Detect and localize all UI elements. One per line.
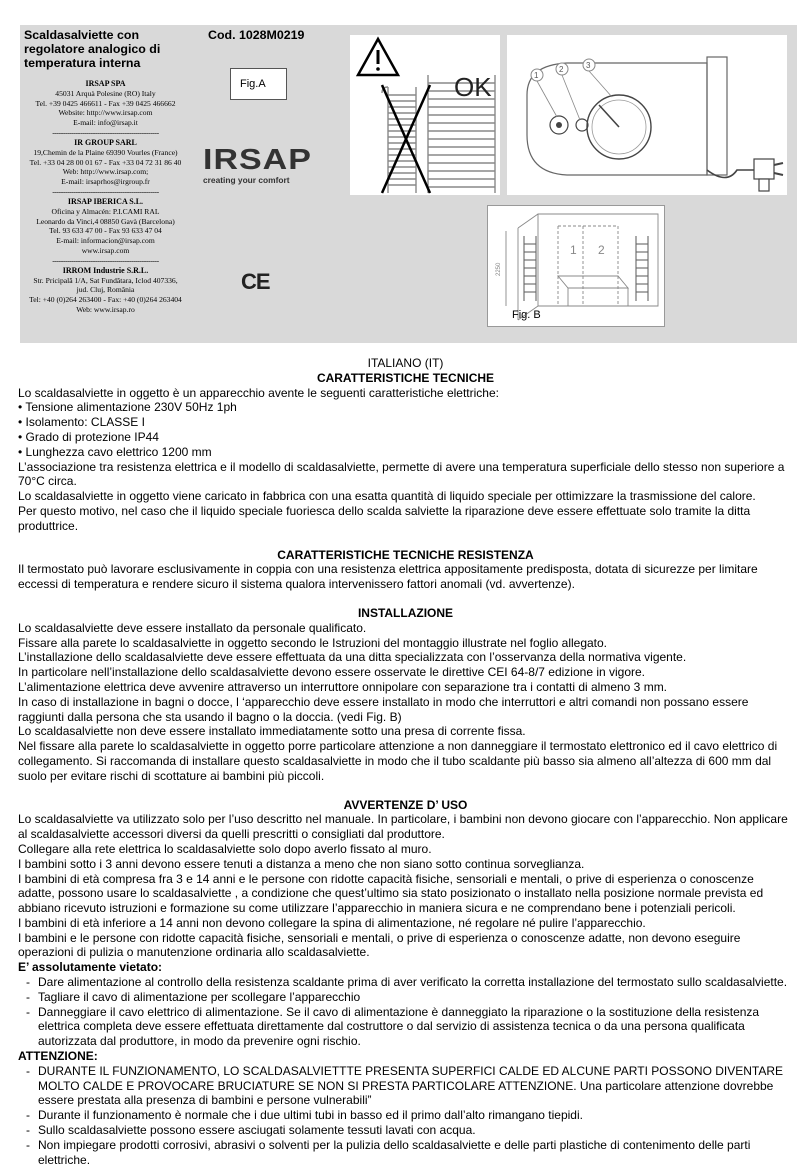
- bullet-item: • Lunghezza cavo elettrico 1200 mm: [18, 444, 212, 459]
- callout-3: 3: [586, 61, 591, 70]
- paragraph: I bambini sotto i 3 anni devono essere tenuti a distanza a meno che non siano sotto continua sorveglianza.: [18, 856, 585, 871]
- contact-line: E-mail: informacion@irsap.com: [56, 236, 155, 246]
- separator: --------------------------------------------------: [52, 186, 159, 196]
- contact-line: Web: http://www.irsap.com;: [62, 167, 149, 177]
- dash: -: [26, 1108, 30, 1123]
- document-title: Scaldasalviette con regolatore analogico di temperatura interna: [24, 28, 161, 70]
- paragraph: L’installazione dello scaldasalviette deve essere effettuata da una ditta specializzata con l’osservanza della normativa vigente.: [18, 650, 687, 665]
- paragraph: Nel fissare alla parete lo scaldasalviette in oggetto porre particolare attenzione a non danneggiare il termostato elettronico ed il cavo elettrico di collegamento. Si raccomanda di installare questo scaldasalviette in modo che il tubo scaldante più basso sia almeno all’altezza di 600 mm dal suolo per evitare rischi di scottature ai bambini più piccoli.: [18, 739, 778, 783]
- list-item: [18, 1064, 793, 1108]
- paragraph: L’associazione tra resistenza elettrica e il modello di scaldasalviette, permette di avere una temperatura superficiale dello stesso non superiore a 70°C circa.: [18, 459, 785, 489]
- callout-2: 2: [559, 65, 564, 74]
- contact-line: Tel. 93 633 47 00 - Fax 93 633 47 04: [49, 226, 162, 236]
- bathroom-zones-icon: [488, 206, 664, 326]
- paragraph: Lo scaldasalviette deve essere installato da personale qualificato.: [18, 620, 367, 635]
- contact-line: Website: http://www.irsap.com: [58, 108, 153, 118]
- paragraph: L’alimentazione elettrica deve avvenire attraverso un interruttore onnipolare con separazione tra i contatti di almeno 3 mm.: [18, 679, 668, 694]
- zone-label-2: 2: [598, 243, 605, 257]
- warning-figure: [350, 35, 500, 195]
- paragraph: Lo scaldasalviette in oggetto è un apparecchio avente le seguenti caratteristiche elettriche:: [18, 385, 499, 400]
- heading-tech: CARATTERISTICHE TECNICHE: [316, 370, 495, 385]
- contact-line: jud. Cluj, România: [76, 285, 135, 295]
- paragraph: Fissare alla parete lo scaldasalviette in oggetto secondo le Istruzioni del montaggio illustrate nel foglio allegato.: [18, 635, 608, 650]
- contact-line: Leonardo da Vinci,4 08850 Gavà (Barcelona): [36, 216, 175, 226]
- paragraph: Per questo motivo, nel caso che il liquido speciale fuoriesca dello scalda salviette la riparazione deve essere effettuate solo tramite la ditta produttrice.: [18, 503, 751, 533]
- heading-resistance: CARATTERISTICHE TECNICHE RESISTENZA: [277, 547, 534, 562]
- contact-line: Tel. +39 0425 466611 - Fax +39 0425 466662: [35, 98, 176, 108]
- heading-attention: ATTENZIONE:: [18, 1049, 98, 1064]
- list-item-text: Non impiegare prodotti corrosivi, abrasivi o solventi per la pulizia dello scaldasalviette e delle parti plastiche di contenimento delle parti elettriche.: [38, 1137, 751, 1167]
- contact-line: Tel. +33 04 28 00 01 67 - Fax +33 04 72 31 86 40: [29, 157, 182, 167]
- dash: -: [26, 975, 30, 990]
- contact-line: Str. Pricipală 1/A, Sat Fundătara, Iclod 407336,: [33, 275, 178, 285]
- contacts-block: [24, 79, 187, 315]
- list-item-text: Durante il funzionamento è normale che i due ultimi tubi in basso ed il primo dall’alto rimangano tiepidi.: [38, 1108, 583, 1123]
- dash: -: [26, 1137, 30, 1152]
- list-item: [18, 1108, 793, 1123]
- dash: -: [26, 1063, 30, 1078]
- list-item: [18, 1005, 793, 1049]
- contact-line: Web: www.irsap.ro: [76, 304, 135, 314]
- dash: -: [26, 989, 30, 1004]
- paragraph: I bambini e le persone con ridotte capacità fisiche, sensoriali e mentali, o prive di esperienza o conoscenze adatte, non devono eseguire operazioni di pulizia o manutenzione ordinaria allo scaldasalviette.: [18, 930, 741, 960]
- paragraph: Lo scaldasalviette va utilizzato solo per l’uso descritto nel manuale. In particolare, i bambini non devono giocare con l’apparecchio. Non applicare al scaldasalviette accessori diversi da quelli prescritti o consigliati dal produttore.: [18, 812, 788, 842]
- zone-label-1: 1: [570, 243, 577, 257]
- paragraph: In particolare nell’installazione dello scaldasalviette devono essere osservate le direttive CEI 64-8/7 edizione in vigore.: [18, 665, 646, 680]
- heading-installation: INSTALLAZIONE: [357, 605, 454, 620]
- contact-line: 19,Chemin de la Plaine 69390 Vourles (France): [33, 147, 178, 157]
- list-item-text: DURANTE IL FUNZIONAMENTO, LO SCALDASALVIETTTE PRESENTA SUPERFICI CALDE ED ALCUNE PARTI POSSONO DIVENTARE MOLTO CALDE E PROVOCARE BRUCIATURE SE NON SI PRESTA PARTICOLARE ATTENZIONE. Una particolare attenzione dovrebbe essere prestata alla presenza di bambini e persone vulnerabili”: [38, 1063, 784, 1108]
- contact-line: E-mail: irsaprhos@irgroup.fr: [61, 177, 150, 187]
- contact-line: Oficina y Almacén: P.I.CAMI RAL: [51, 206, 160, 216]
- bullet-item: • Tensione alimentazione 230V 50Hz 1ph: [18, 400, 237, 415]
- contact-line: Tel: +40 (0)264 263400 - Fax: +40 (0)264 263404: [29, 295, 182, 305]
- list-item: [18, 975, 793, 990]
- document-body: [18, 356, 793, 1167]
- ok-label: OK: [454, 72, 492, 102]
- company-name: IRSAP SPA: [85, 79, 126, 88]
- list-item: [18, 1138, 793, 1167]
- fig-a-thermostat: [507, 35, 787, 195]
- list-item-text: Tagliare il cavo di alimentazione per scollegare l’apparecchio: [38, 989, 361, 1004]
- list-item: [18, 1123, 793, 1138]
- paragraph: I bambini di età inferiore a 14 anni non devono collegare la spina di alimentazione, né regolare né pulire l’apparecchio.: [18, 915, 646, 930]
- fig-a-label: Fig.A: [240, 78, 266, 90]
- paragraph: I bambini di età compresa fra 3 e 14 anni e le persone con ridotte capacità fisiche, sensoriali e mentali, o prive di esperienza o conoscenze adatte, possono usare lo scaldasalviette , a condizione che quest’ultimo sia stato posizionato o installato nella posizione normale prevista ed abbiano ricevuto istruzioni e formazione su come utilizzare l’apparecchio in maniera sicura e ne comprendano bene i potenziali pericoli.: [18, 871, 764, 916]
- irsap-logo: [203, 145, 313, 185]
- company-name: IR GROUP SARL: [74, 137, 137, 147]
- company-name: IRSAP IBERICA S.L.: [67, 196, 144, 206]
- heading-warnings: AVVERTENZE D’ USO: [343, 797, 468, 812]
- heading-forbidden: E’ assolutamente vietato:: [18, 960, 163, 975]
- paragraph: Lo scaldasalviette in oggetto viene caricato in fabbrica con una esatta quantità di liquido speciale per ottimizzare la trasmissione del calore.: [18, 489, 756, 504]
- separator: --------------------------------------------------: [52, 127, 159, 137]
- ce-mark: CE: [241, 269, 270, 294]
- dash: -: [26, 1123, 30, 1138]
- paragraph: Collegare alla rete elettrica lo scaldasalviette solo dopo averlo fissato al muro.: [18, 841, 432, 856]
- contact-line: E-mail: info@irsap.it: [73, 118, 138, 128]
- paragraph: Il termostato può lavorare esclusivamente in coppia con una resistenza elettrica appositamente predisposta, dotata di sicurezze per limitare eccessi di temperatura e rendere sicuro il sistema qualora intervenissero fattori anomali (vd. avvertenze).: [18, 562, 758, 592]
- separator: --------------------------------------------------: [52, 255, 159, 265]
- callout-1: 1: [534, 71, 539, 80]
- fig-b-bathroom: [487, 205, 665, 327]
- list-item-text: Danneggiare il cavo elettrico di alimentazione. Se il cavo di alimentazione è danneggiato la riparazione o la sostituzione della resistenza elettrica completa deve essere effettuata direttamente dal costruttore o dal servizio di assistenza tecnica o da una persona qualificata autorizzata dal produttore, in modo da prevenire ogni rischio.: [38, 1004, 760, 1049]
- contact-line: www.irsap.com: [81, 245, 130, 255]
- bullet-item: • Grado di protezione IP44: [18, 429, 159, 444]
- list-item-text: Sullo scaldasalviette possono essere asciugati solamente tessuti lavati con acqua.: [38, 1123, 476, 1138]
- height-label: 2250: [496, 262, 502, 276]
- list-item: [18, 990, 793, 1005]
- bullet-item: • Isolamento: CLASSE I: [18, 415, 145, 430]
- paragraph: Lo scaldasalviette non deve essere installato immediatamente sotto una presa di corrente fissa.: [18, 724, 526, 739]
- logo-tagline: creating your comfort: [203, 175, 290, 185]
- header-panel: [20, 25, 797, 343]
- paragraph: In caso di installazione in bagni o docce, l ‘apparecchio deve essere installato in modo che interruttori e altri comandi non possano essere raggiunti dalla persona che sta usando il bagno o la doccia. (vedi Fig. B): [18, 694, 749, 724]
- list-item-text: Dare alimentazione al controllo della resistenza scaldante prima di aver verificato la corretta installazione del termostato sullo scaldasalviette.: [38, 975, 788, 990]
- contact-line: 45031 Arquà Polesine (RO) Italy: [55, 88, 156, 98]
- company-name: IRROM Industrie S.R.L.: [62, 265, 149, 275]
- dash: -: [26, 1004, 30, 1019]
- logo-word: IRSAP: [203, 143, 312, 176]
- product-code: Cod. 1028M0219: [208, 28, 305, 42]
- fig-b-label: Fig. B: [512, 309, 541, 321]
- language-label: ITALIANO (IT): [367, 356, 444, 370]
